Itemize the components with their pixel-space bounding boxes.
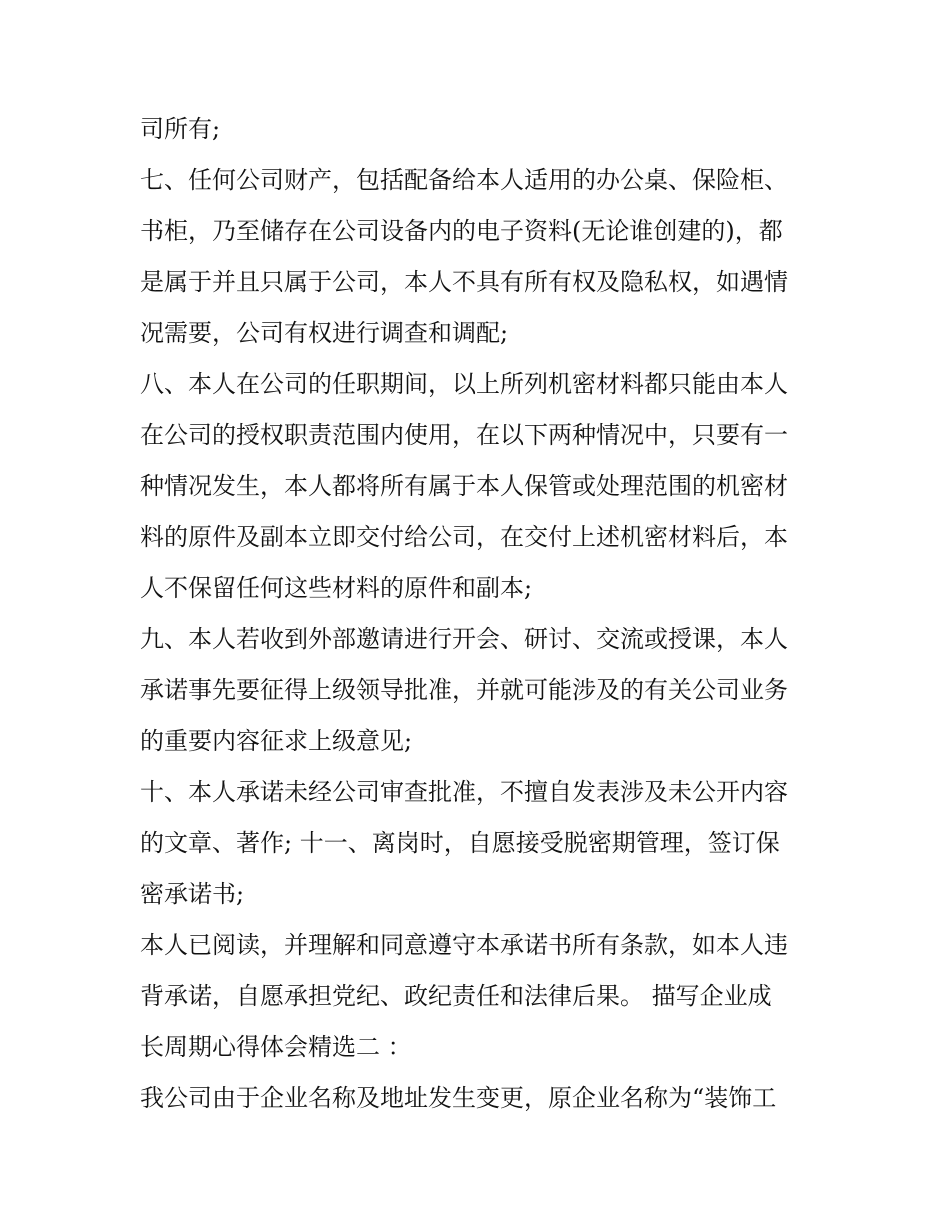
text-line: 司所有;	[140, 115, 221, 143]
text-line: 人不保留任何这些材料的原件和副本;	[140, 574, 533, 602]
text-line: 的文章、著作; 十一、离岗时，自愿接受脱密期管理，签订保	[140, 829, 780, 857]
text-line: 八、本人在公司的任职期间，以上所列机密材料都只能由本人	[140, 370, 788, 398]
text-line: 七、任何公司财产，包括配备给本人适用的办公桌、保险柜、	[140, 166, 788, 194]
text-line: 密承诺书;	[140, 880, 245, 908]
text-line: 料的原件及副本立即交付给公司，在交付上述机密材料后，本	[140, 523, 788, 551]
text-line: 种情况发生，本人都将所有属于本人保管或处理范围的机密材	[140, 472, 788, 500]
text-line: 我公司由于企业名称及地址发生变更，原企业名称为“装饰工	[140, 1084, 777, 1112]
text-line: 在公司的授权职责范围内使用，在以下两种情况中，只要有一	[140, 421, 788, 449]
text-line: 是属于并且只属于公司，本人不具有所有权及隐私权，如遇情	[140, 268, 788, 296]
text-line: 况需要，公司有权进行调查和调配;	[140, 319, 509, 347]
document-body	[140, 104, 820, 1124]
text-line: 十、本人承诺未经公司审查批准，不擅自发表涉及未公开内容	[140, 778, 788, 806]
text-line: 承诺事先要征得上级领导批准，并就可能涉及的有关公司业务	[140, 676, 788, 704]
text-line: 九、本人若收到外部邀请进行开会、研讨、交流或授课，本人	[140, 625, 788, 653]
text-line: 长周期心得体会精选二 ：	[140, 1033, 412, 1061]
text-line: 背承诺，自愿承担党纪、政纪责任和法律后果。 描写企业成	[140, 982, 772, 1010]
text-line: 的重要内容征求上级意见;	[140, 727, 413, 755]
text-line: 本人已阅读，并理解和同意遵守本承诺书所有条款，如本人违	[140, 931, 788, 959]
text-line: 书柜，乃至储存在公司设备内的电子资料(无论谁创建的)，都	[140, 217, 783, 245]
